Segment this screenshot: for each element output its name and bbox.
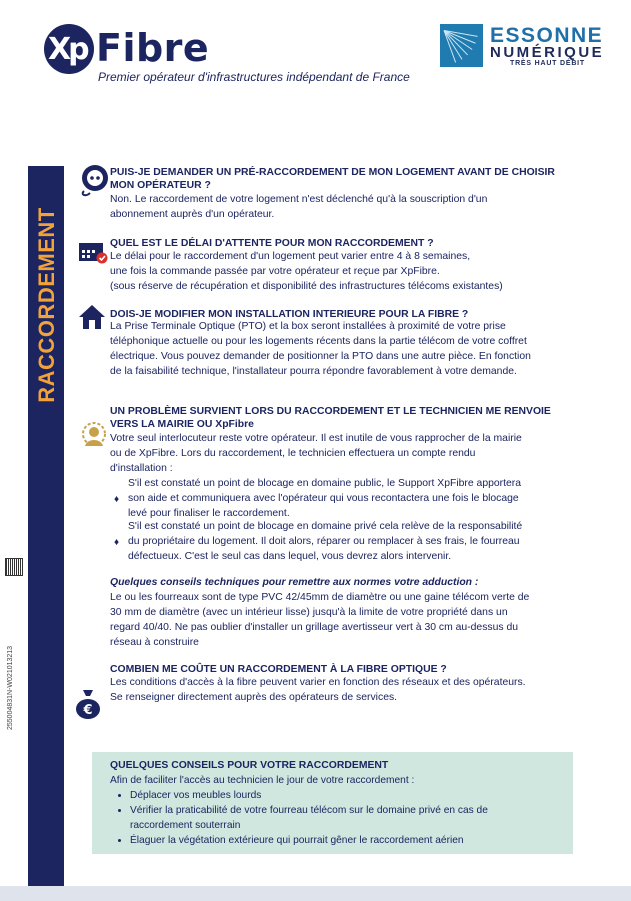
section-1-title: [110, 166, 555, 192]
section-4-bullet-line: défectueux. C'est le seul cas dans lequel, vous devrez alors intervenir.: [128, 551, 452, 562]
advice-body-line: Le ou les fourreaux sont de type PVC 42/45mm de diamètre ou une gaine télécom verte de: [110, 592, 530, 603]
partner-subname: NUMÉRIQUE: [490, 44, 605, 61]
section-3-title-line: DOIS-JE MODIFIER MON INSTALLATION INTERIEURE POUR LA FIBRE ?: [110, 309, 469, 320]
section-1-title-line: PUIS-JE DEMANDER UN PRÉ-RACCORDEMENT DE MON LOGEMENT AVANT DE CHOISIR: [110, 167, 555, 178]
partner-name: ESSONNE: [490, 24, 604, 47]
sidebar-label: [32, 182, 60, 428]
svg-text:€: €: [83, 703, 93, 718]
tagline: Premier opérateur d'infrastructures indépendant de France: [98, 70, 410, 84]
calendar-icon: [78, 240, 108, 264]
section-4-bullet-line: du propriétaire du logement. Il doit alors, réparer ou remplacer à ses frais, le fourreau: [128, 536, 520, 547]
section-4-body-line: d'installation :: [110, 463, 173, 474]
section-4-bullet-line: S'il est constaté un point de blocage en domaine public, le Support XpFibre apportera: [128, 478, 522, 489]
list-item: • Vérifier la praticabilité de votre fourreau télécom sur le domaine privé en cas de raccordement souterrain: [130, 803, 540, 833]
section-2-body-line: une fois la commande passée par votre opérateur et reçue par XpFibre.: [110, 266, 440, 277]
side-code-text: 255004831N-W021013213: [7, 645, 14, 730]
section-6-body: [110, 675, 526, 705]
euro-bag-icon: [74, 688, 102, 720]
section-3-body-line: La Prise Terminale Optique (PTO) et la box seront installées à proximité de votre prise: [110, 321, 506, 332]
logo-fibre-text: Fibre: [96, 26, 210, 70]
section-4-body-line: Votre seul interlocuteur reste votre opérateur. Il est inutile de vous rapprocher de la mairie: [110, 433, 522, 444]
partner-logo-mark: [440, 24, 483, 67]
section-2-body-line: (sous réserve de récupération et disponibilité des infrastructures télécoms existantes): [110, 281, 503, 292]
advice-body-line: regard 40/40. Ne pas oublier d'installer un grillage avertisseur vert à 30 cm au-dessus du: [110, 622, 519, 633]
technician-icon: [80, 420, 108, 448]
partner-logo: [440, 24, 620, 72]
section-1-body: [110, 192, 487, 222]
bullet-icon: ♦: [114, 537, 120, 548]
section-6-title-line: COMBIEN ME COÛTE UN RACCORDEMENT À LA FIBRE OPTIQUE ?: [110, 664, 447, 675]
advice-body: [110, 590, 529, 650]
section-1-title-line: MON OPÉRATEUR ?: [110, 180, 211, 191]
section-4-body-line: ou de XpFibre. Lors du raccordement, le technicien effectuera un compte rendu: [110, 448, 476, 459]
section-1-body-line: Non. Le raccordement de votre logement n'est déclenché qu'à la souscription d'un: [110, 194, 488, 205]
section-4-bullet-line: S'il est constaté un point de blocage en domaine privé cela relève de la responsabilité: [128, 521, 523, 532]
section-4-bullet-2: [128, 519, 522, 564]
partner-tagline: TRÈS HAUT DÉBIT: [510, 60, 585, 67]
advice-title: Quelques conseils techniques pour remettre aux normes votre adduction :: [110, 577, 479, 588]
section-4-title: [110, 405, 551, 431]
plug-icon: [80, 163, 110, 197]
advice-body-line: réseau à construire: [110, 637, 199, 648]
advice-box-title: QUELQUES CONSEILS POUR VOTRE RACCORDEMENT: [110, 760, 389, 771]
section-2-body-line: Le délai pour le raccordement d'un logement peut varier entre 4 à 8 semaines,: [110, 251, 471, 262]
advice-body-line: 30 mm de diamètre (avec un intérieur lisse) jusqu'à la limite de votre propriété dans un: [110, 607, 508, 618]
footer-band: [0, 886, 631, 901]
section-2-body: [110, 249, 503, 294]
section-4-title-line: VERS LA MAIRIE OU XpFibre: [110, 419, 254, 430]
logo-xp-text: Xp: [48, 32, 87, 67]
section-4-bullet-line: levé pour finaliser le raccordement.: [128, 508, 290, 519]
section-2-title-line: QUEL EST LE DÉLAI D'ATTENTE POUR MON RACCORDEMENT ?: [110, 238, 434, 249]
list-item: • Élaguer la végétation extérieure qui pourrait gêner le raccordement aérien: [130, 833, 540, 848]
list-item: • Déplacer vos meubles lourds: [130, 788, 540, 803]
sidebar-label-text: RACCORDEMENT: [34, 207, 59, 403]
section-3-body-line: de la faisabilité technique, l'installateur pourra répondre favorablement à votre demande.: [110, 366, 517, 377]
section-6-body-line: Les conditions d'accès à la fibre peuvent varier en fonction des réseaux et des opérateurs.: [110, 677, 526, 688]
section-6-body-line: Se renseigner directement auprès des opérateurs de services.: [110, 692, 398, 703]
section-4-bullet-line: son aide et communiquera avec l'opérateur qui vous recontactera une fois le blocage: [128, 493, 519, 504]
house-icon: [78, 304, 106, 330]
section-4-bullet-1: [128, 476, 521, 521]
section-3-body: [110, 319, 531, 379]
qr-code: [5, 558, 23, 576]
advice-box-list: [114, 788, 540, 848]
section-4-body: [110, 431, 522, 476]
section-1-body-line: abonnement auprès d'un opérateur.: [110, 209, 275, 220]
section-3-body-line: électrique. Vous pouvez demander de positionner la PTO dans une autre pièce. En fonction: [110, 351, 531, 362]
advice-box-intro: Afin de faciliter l'accès au technicien le jour de votre raccordement :: [110, 775, 415, 786]
section-4-title-line: UN PROBLÈME SURVIENT LORS DU RACCORDEMENT ET LE TECHNICIEN ME RENVOIE: [110, 406, 551, 417]
bullet-icon: ♦: [114, 494, 120, 505]
section-3-body-line: téléphonique actuelle ou pour les logements récents dans la partie télécom de votre coffret: [110, 336, 527, 347]
side-code: [4, 580, 18, 730]
